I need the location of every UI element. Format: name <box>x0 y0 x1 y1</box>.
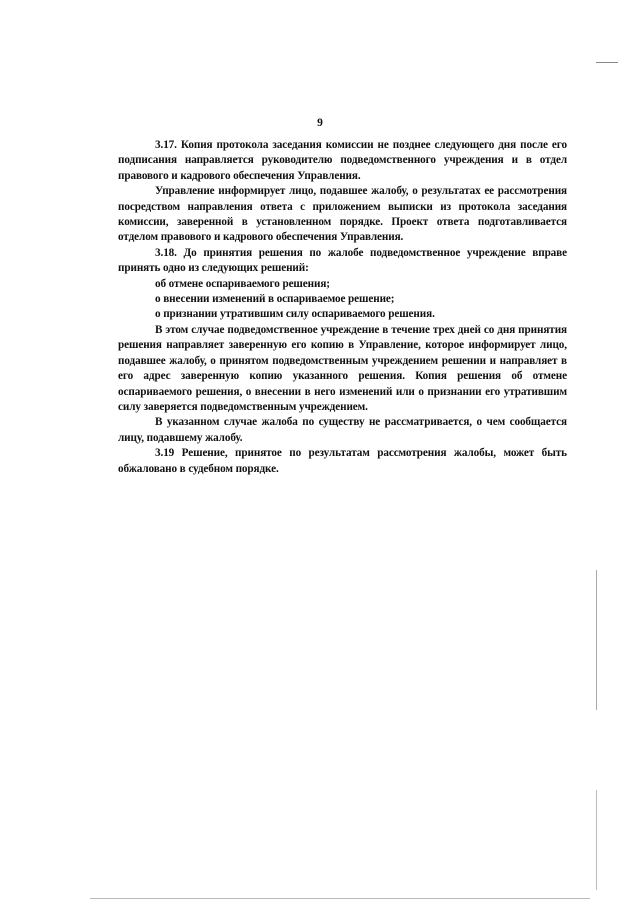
list-item-invalidate: о признании утратившим силу оспариваемого решения. <box>155 308 435 321</box>
paragraph-three-days: В этом случае подведомственное учреждение в течение трех дней со дня принятия решения направляет заверенную его копию в Управление, которое информирует лицо, подавшее жалобу, о принятом подведомственным учреждением решении и направляет в его адрес заверенную копию указанного решения. Копия решения об отмене оспариваемого решения, о внесении в него изменений или о признании его утратившим силу заверяется подведомственным учреждением. <box>118 323 567 413</box>
paragraph-3-17: 3.17. Копия протокола заседания комиссии не позднее следующего дня после его подписания направляется руководителю подведомственного учреждения и в отдел правового и кадрового обеспечения Управления. <box>118 139 567 182</box>
scan-artifact-right-edge-lower <box>596 790 597 890</box>
list-item-cancel: об отмене оспариваемого решения; <box>155 277 330 290</box>
paragraph-3-19: 3.19 Решение, принятое по результатам рассмотрения жалобы, может быть обжаловано в судебном порядке. <box>118 447 567 475</box>
paragraph-3-18: 3.18. До принятия решения по жалобе подведомственное учреждение вправе принять одно из следующих решений: <box>118 246 567 275</box>
document-body <box>118 138 567 477</box>
page-number: 9 <box>317 117 323 129</box>
scan-artifact-right-edge <box>596 570 597 710</box>
paragraph-response: Управление информирует лицо, подавшее жалобу, о результатах ее рассмотрения посредством направления ответа с приложением выписки из протокола заседания комиссии, заверенной в установленном порядке. Проект ответа подготавливается отделом правового и кадрового обеспечения Управления. <box>118 185 567 244</box>
scan-artifact-bottom <box>90 898 590 899</box>
scan-artifact-top-right <box>596 62 618 63</box>
list-item-amend: о внесении изменений в оспариваемое решение; <box>155 293 395 306</box>
paragraph-not-considered: В указанном случае жалоба по существу не рассматривается, о чем сообщается лицу, подавшему жалобу. <box>118 416 567 444</box>
